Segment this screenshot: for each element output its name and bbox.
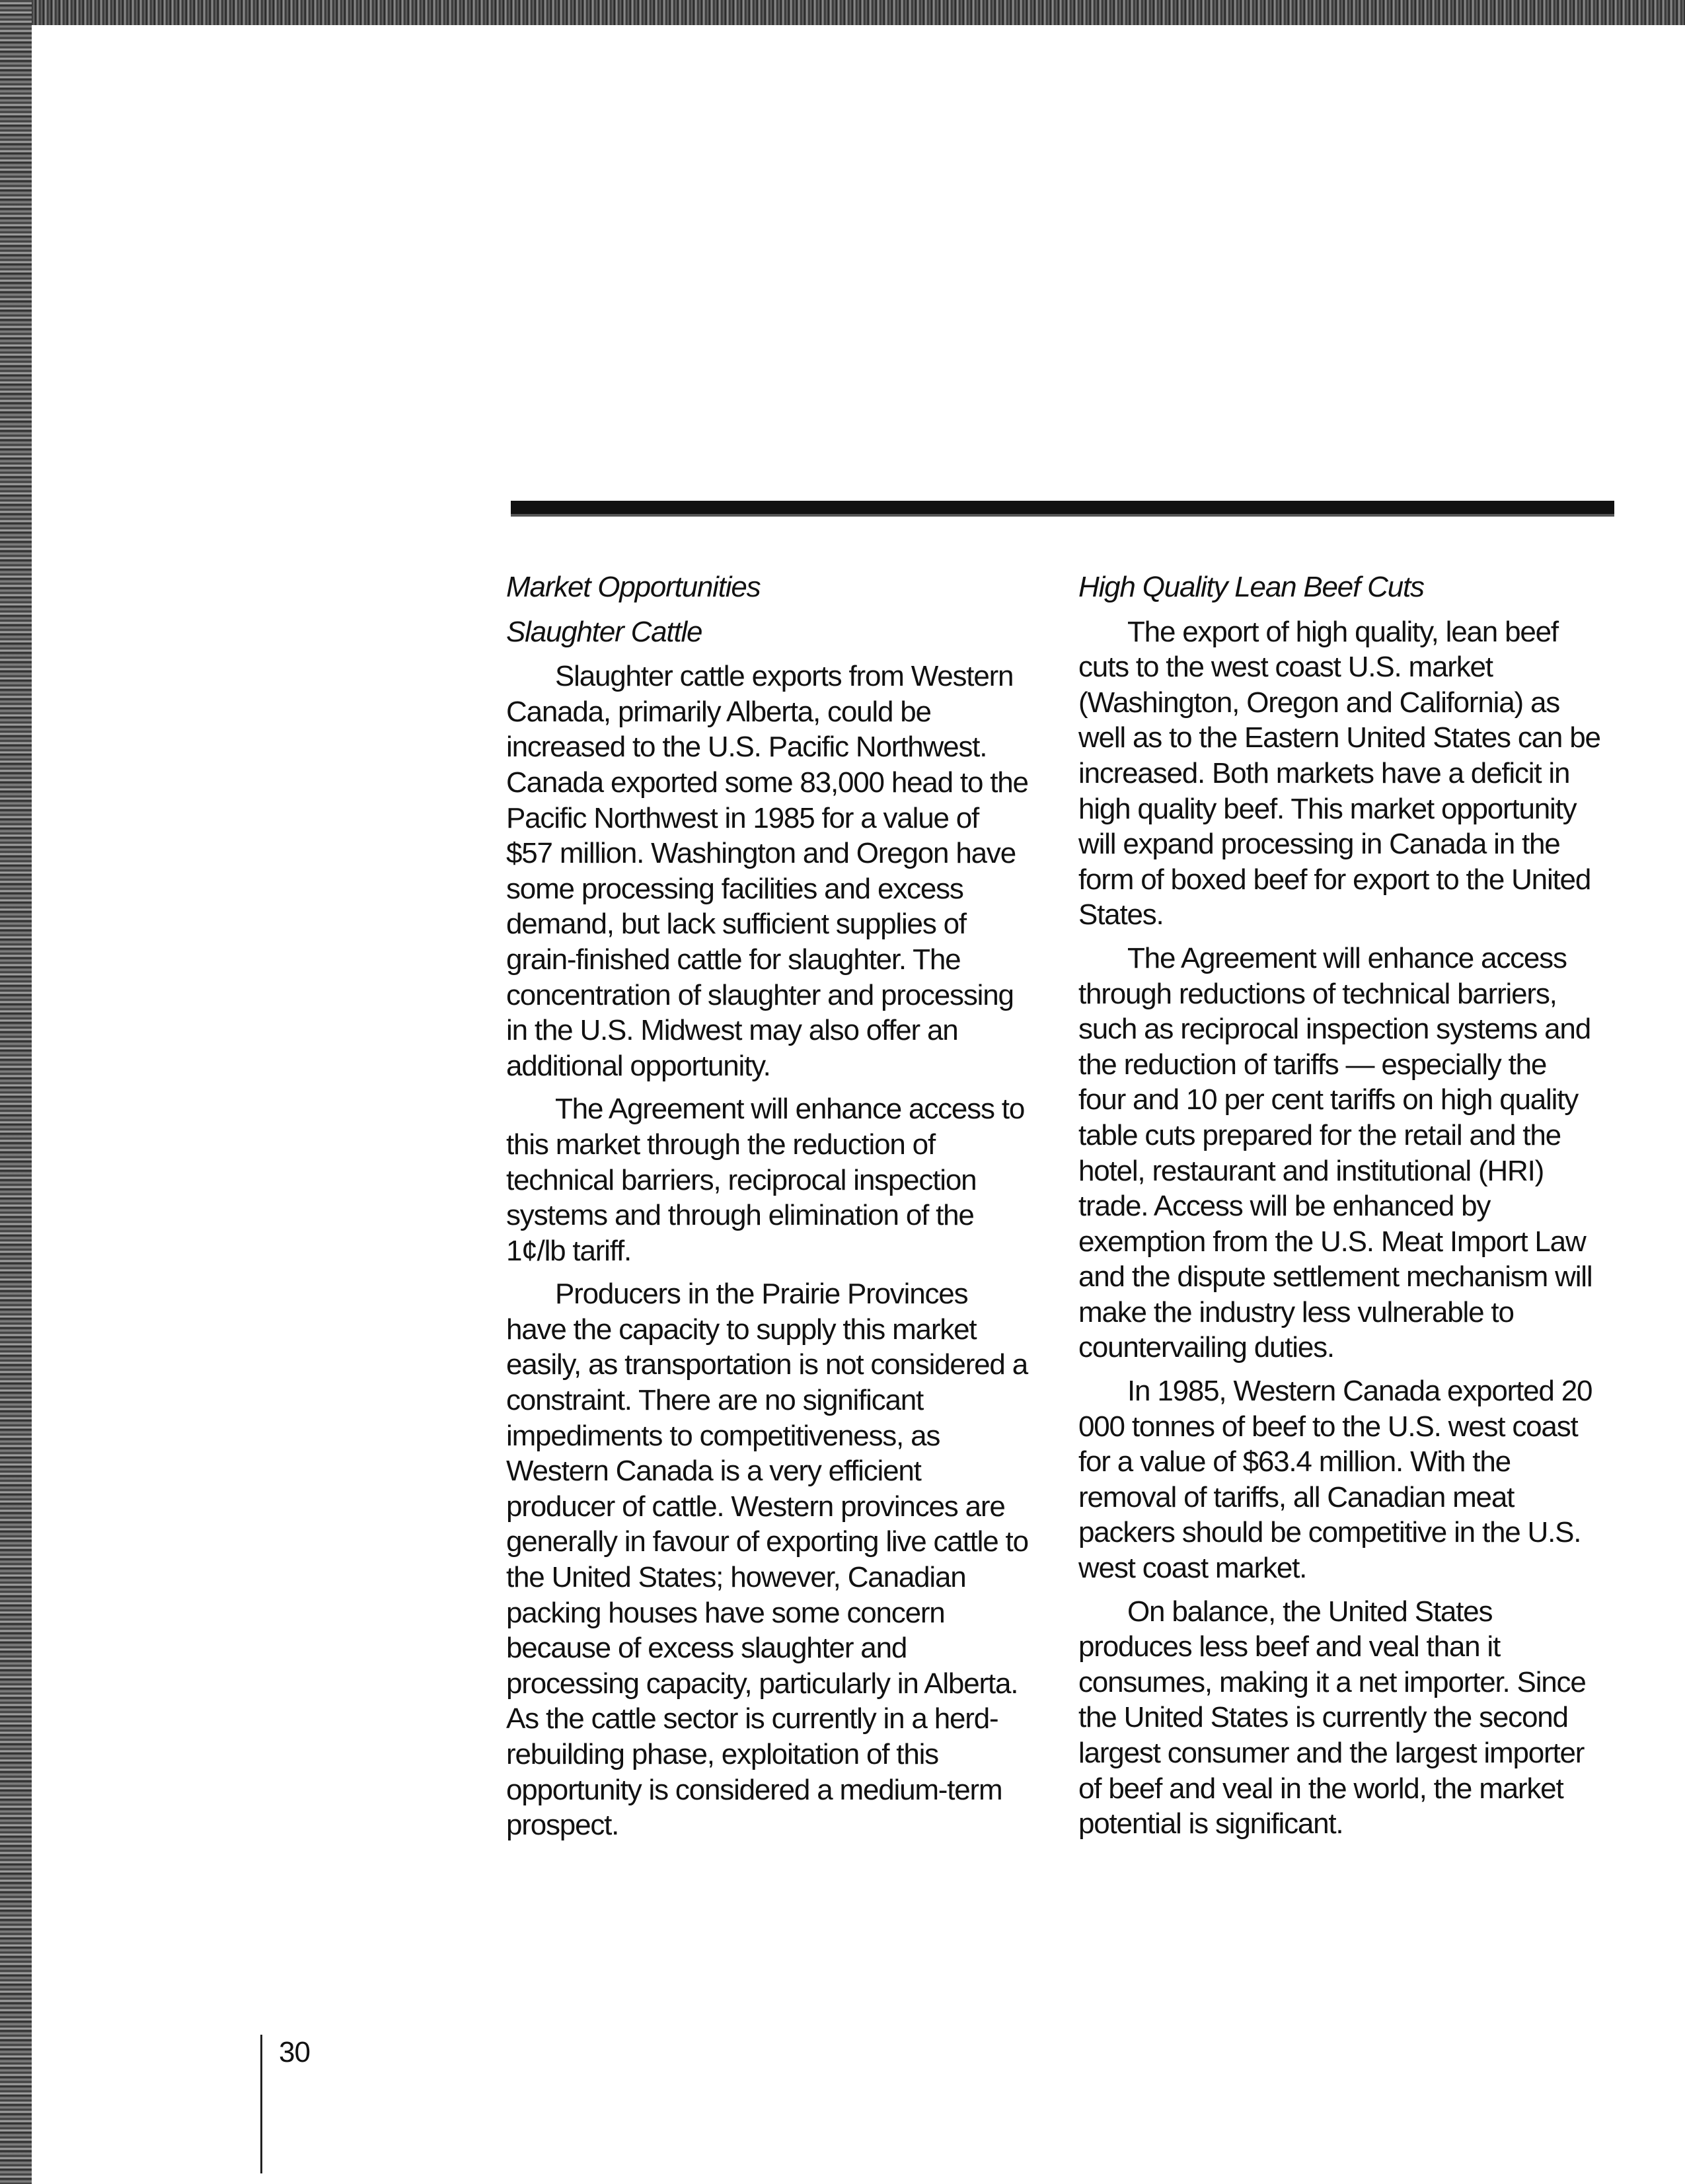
page-number: 30 — [279, 2036, 310, 2068]
paragraph: The Agreement will enhance access to this market through the reduction of technical barriers, reciprocal inspection systems and through elimination of the 1¢/lb tariff. — [506, 1093, 1025, 1267]
left-column — [506, 569, 1028, 1851]
paragraph: Producers in the Prairie Provinces have the capacity to supply this market easily, as transportation is not considered a constraint. There are no significant impediments to competitiveness, as Western Canada is a very efficient producer of cattle. Western provinces are generally in favour of exporting live cattle to the United States; however, Canadian packing houses have some concern because of excess slaughter and processing capacity, particularly in Alberta. As the cattle sector is currently in a herd-rebuilding phase, exploitation of this opportunity is considered a medium-term prospect. — [506, 1278, 1028, 1842]
section-rule — [511, 501, 1614, 517]
scan-edge-left — [0, 0, 32, 2184]
paragraph: In 1985, Western Canada exported 20 000 tonnes of beef to the U.S. west coast for a value of $63.4 million. With the removal of tariffs, all Canadian meat packers should be competitive in the U.S. west coast market. — [1078, 1375, 1592, 1585]
paragraph: On balance, the United States produces less beef and veal than it consumes, making it a net importer. Since the United States is currently the second largest consumer and the largest importer of beef and veal in the world, the market potential is significant. — [1078, 1595, 1586, 1840]
margin-line — [260, 2035, 262, 2173]
subheading-slaughter-cattle: Slaughter Cattle — [506, 615, 702, 648]
section-heading: Market Opportunities — [506, 571, 761, 603]
paragraph: The export of high quality, lean beef cuts to the west coast U.S. market (Washington, Oregon and California) as well as to the Eastern United States can be increased. Both markets have a deficit in high quality beef. This market opportunity will expand processing in Canada in the form of boxed beef for export to the United States. — [1078, 615, 1600, 931]
subheading-lean-beef: High Quality Lean Beef Cuts — [1078, 571, 1424, 603]
paragraph: Slaughter cattle exports from Western Canada, primarily Alberta, could be increased to the U.S. Pacific Northwest. Canada exported some 83,000 head to the Pacific Northwest in 1985 for a value of $57 million. Washington and Oregon have some processing facilities and excess demand, but lack sufficient supplies of grain-finished cattle for slaughter. The concentration of slaughter and processing in the U.S. Midwest may also offer an additional opportunity. — [506, 660, 1028, 1082]
right-column — [1078, 569, 1600, 1850]
scan-edge-top — [0, 0, 1685, 25]
paragraph: The Agreement will enhance access through reductions of technical barriers, such as reciprocal inspection systems and the reduction of tariffs — especially the four and 10 per cent tariffs on high quality table cuts prepared for the retail and the hotel, restaurant and institutional (HRI) trade. Access will be enhanced by exemption from the U.S. Meat Import Law and the dispute settlement mechanism will make the industry less vulnerable to countervailing duties. — [1078, 941, 1592, 1364]
